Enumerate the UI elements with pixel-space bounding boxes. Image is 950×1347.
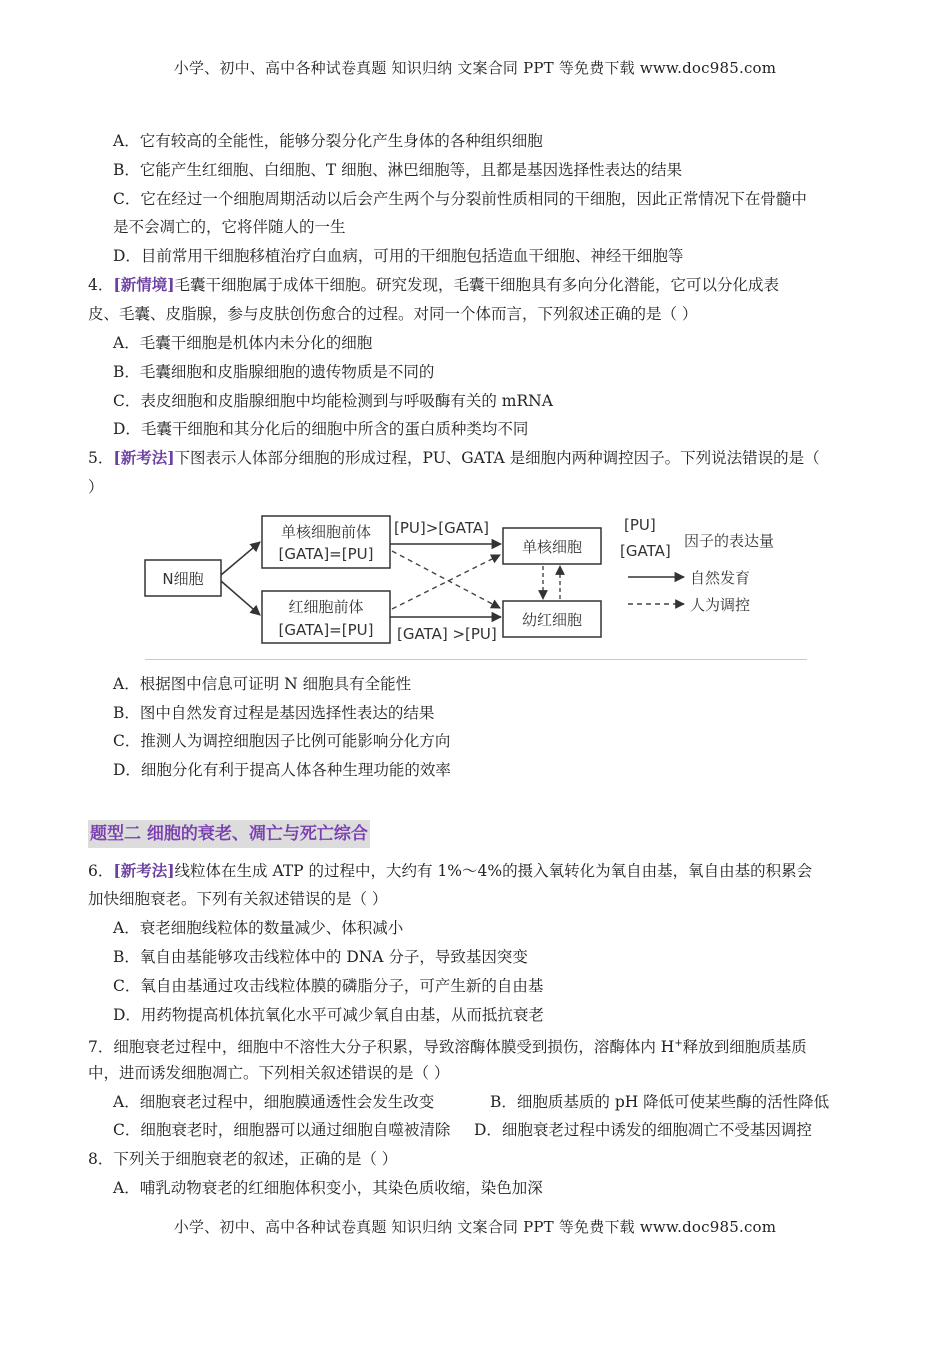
legend-factor: 因子的表达量 <box>684 532 775 550</box>
q5-stem-cont: ） <box>88 478 104 496</box>
q3-option-c-cont: 是不会凋亡的，它将伴随人的一生 <box>113 218 346 236</box>
q5-stem-text: 下图表示人体部分细胞的形成过程，PU、GATA 是细胞内两种调控因子。下列说法错误的是（ <box>174 449 820 467</box>
n-cell-label: N细胞 <box>162 570 204 588</box>
arrow-n-to-ery <box>221 581 260 615</box>
q7-option-c: C．细胞衰老时，细胞器可以通过细胞自噬被清除 <box>113 1121 451 1139</box>
q5-stem <box>88 448 820 468</box>
q5-tag: [新考法] <box>113 448 175 467</box>
q5-option-c: C．推测人为调控细胞因子比例可能影响分化方向 <box>113 732 451 750</box>
ery-precursor-ratio: [GATA]=[PU] <box>278 621 374 639</box>
mono-precursor-label: 单核细胞前体 <box>280 523 372 541</box>
monocyte-label: 单核细胞 <box>521 538 583 556</box>
q6-option-b: B．氧自由基能够攻击线粒体中的 DNA 分子，导致基因突变 <box>113 948 528 966</box>
ery-precursor-label: 红细胞前体 <box>288 598 364 616</box>
q6-option-c: C．氧自由基通过攻击线粒体膜的磷脂分子，可产生新的自由基 <box>113 977 544 995</box>
q6-option-d: D．用药物提高机体抗氧化水平可减少氧自由基，从而抵抗衰老 <box>113 1006 544 1024</box>
q5-option-d: D．细胞分化有利于提高人体各种生理功能的效率 <box>113 761 451 779</box>
cell-differentiation-diagram <box>140 505 810 655</box>
q7-stem <box>88 1034 807 1057</box>
divider <box>145 659 807 660</box>
q8-stem: 8．下列关于细胞衰老的叙述，正确的是（ ） <box>88 1150 398 1168</box>
legend-gata: [GATA] <box>620 542 671 560</box>
mono-precursor-ratio: [GATA]=[PU] <box>278 545 374 563</box>
dashed-arrow-ery-pre-to-monocyte <box>392 555 500 609</box>
page-footer: 小学、初中、高中各种试卷真题 知识归纳 文案合同 PPT 等免费下载 www.doc985.com <box>173 1218 777 1236</box>
q7-stem-text-2: 释放到细胞质基质 <box>682 1038 807 1057</box>
bottom-condition: [GATA] >[PU] <box>397 625 497 643</box>
q7-superscript: + <box>674 1038 683 1049</box>
q4-stem <box>88 275 779 295</box>
q6-number: 6． <box>88 862 114 880</box>
legend-artificial: 人为调控 <box>690 596 751 614</box>
page-header: 小学、初中、高中各种试卷真题 知识归纳 文案合同 PPT 等免费下载 www.doc985.com <box>173 59 777 77</box>
q7-option-a: A．细胞衰老过程中，细胞膜通透性会发生改变 <box>113 1093 435 1111</box>
dashed-arrow-mono-pre-to-erythroblast <box>392 551 500 608</box>
q6-stem-text: 线粒体在生成 ATP 的过程中，大约有 1%～4%的摄入氧转化为氧自由基，氧自由基的积累会 <box>174 862 813 880</box>
q7-option-b: B．细胞质基质的 pH 降低可使某些酶的活性降低 <box>490 1093 830 1111</box>
q4-tag: [新情境] <box>113 275 175 294</box>
q5-option-b: B．图中自然发育过程是基因选择性表达的结果 <box>113 704 435 722</box>
top-condition: [PU]>[GATA] <box>394 519 489 537</box>
q4-stem-text: 毛囊干细胞属于成体干细胞。研究发现，毛囊干细胞具有多向分化潜能，它可以分化成表 <box>174 276 780 294</box>
legend-pu: [PU] <box>624 516 656 534</box>
section-heading: 题型二 细胞的衰老、凋亡与死亡综合 <box>88 820 370 848</box>
q6-stem <box>88 861 812 881</box>
q4-option-b: B．毛囊细胞和皮脂腺细胞的遗传物质是不同的 <box>113 363 435 381</box>
q3-option-b: B．它能产生红细胞、白细胞、T 细胞、淋巴细胞等，且都是基因选择性表达的结果 <box>113 161 683 179</box>
q8-option-a: A．哺乳动物衰老的红细胞体积变小，其染色质收缩，染色加深 <box>113 1179 543 1197</box>
q4-option-c: C．表皮细胞和皮脂腺细胞中均能检测到与呼吸酶有关的 mRNA <box>113 392 553 410</box>
q3-option-d: D．目前常用干细胞移植治疗白血病，可用的干细胞包括造血干细胞、神经干细胞等 <box>113 247 684 265</box>
legend-natural: 自然发育 <box>690 569 751 587</box>
q6-option-a: A．衰老细胞线粒体的数量减少、体积减小 <box>113 919 404 937</box>
q4-number: 4． <box>88 276 114 294</box>
q3-option-a: A．它有较高的全能性，能够分裂分化产生身体的各种组织细胞 <box>113 132 543 150</box>
q7-option-d: D．细胞衰老过程中诱发的细胞凋亡不受基因调控 <box>474 1121 812 1139</box>
q4-option-a: A．毛囊干细胞是机体内未分化的细胞 <box>113 334 373 352</box>
q6-stem-cont: 加快细胞衰老。下列有关叙述错误的是（ ） <box>88 890 388 908</box>
q7-stem-cont: 中，进而诱发细胞凋亡。下列相关叙述错误的是（ ） <box>88 1064 450 1082</box>
q4-option-d: D．毛囊干细胞和其分化后的细胞中所含的蛋白质种类均不同 <box>113 420 529 438</box>
arrow-n-to-mono <box>221 542 260 575</box>
q7-stem-text: 7．细胞衰老过程中，细胞中不溶性大分子积累，导致溶酶体膜受到损伤，溶酶体内 H <box>88 1038 675 1057</box>
q5-number: 5． <box>88 449 114 467</box>
q4-stem-cont: 皮、毛囊、皮脂腺，参与皮肤创伤愈合的过程。对同一个体而言，下列叙述正确的是（ ） <box>88 305 698 323</box>
q5-option-a: A．根据图中信息可证明 N 细胞具有全能性 <box>113 675 412 693</box>
q3-option-c: C．它在经过一个细胞周期活动以后会产生两个与分裂前性质相同的干细胞，因此正常情况下在骨髓中 <box>113 190 807 208</box>
erythroblast-label: 幼红细胞 <box>521 611 583 629</box>
q6-tag: [新考法] <box>113 861 175 880</box>
